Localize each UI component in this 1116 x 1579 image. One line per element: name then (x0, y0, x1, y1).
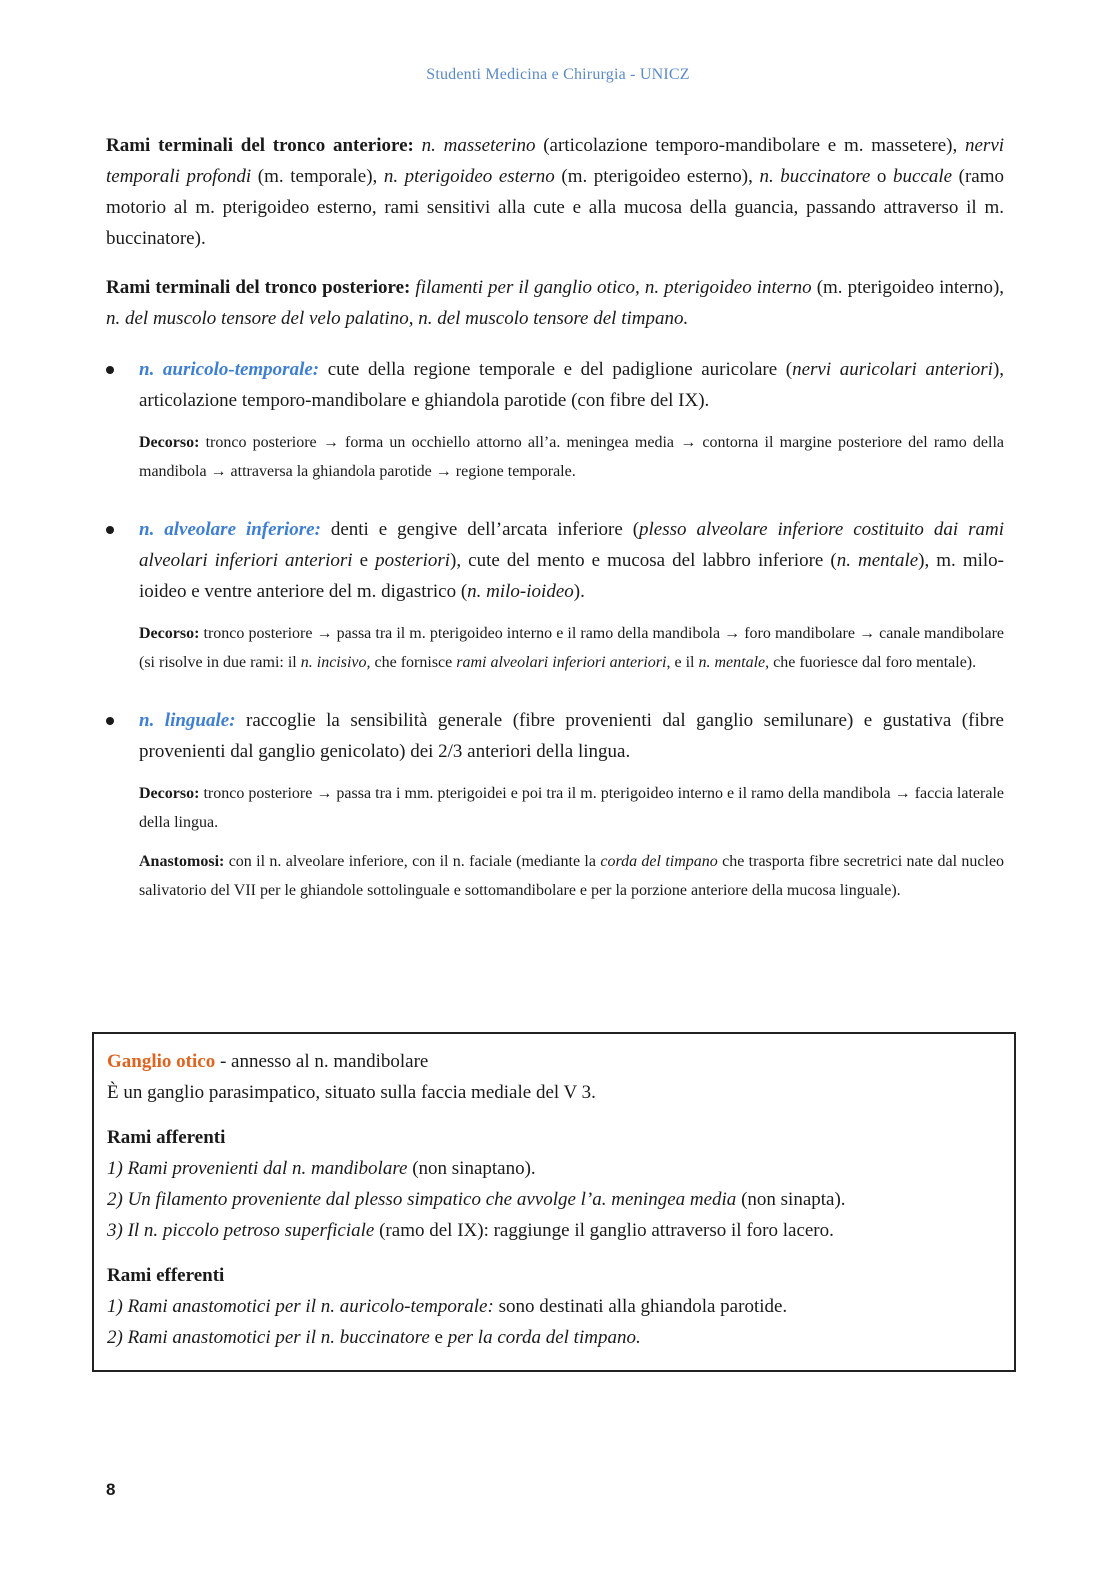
box-intro: È un ganglio parasimpatico, situato sulla faccia mediale del V 3. (107, 1082, 596, 1103)
efferent-heading: Rami efferenti (107, 1265, 225, 1286)
text: (ramo motorio al m. pterigoideo esterno, rami sensitivi alla cute e alla mucosa della guancia, passando attraverso il m. buccinatore). (106, 166, 1004, 249)
term: n. masseterino (421, 135, 536, 156)
text: sono destinati alla ghiandola parotide. (498, 1296, 788, 1317)
course-label: Decorso: (139, 625, 200, 642)
bullet-dot-icon (106, 526, 114, 534)
text: (articolazione temporo-mandibolare e m. massetere), (543, 135, 958, 156)
anastomosis-label: Anastomosi: (139, 853, 225, 870)
box-subtitle: - annesso al n. mandibolare (219, 1051, 429, 1072)
ganglio-otico-box (92, 1032, 1016, 1372)
term: n. buccinatore (759, 166, 871, 187)
bullet-dot-icon (106, 717, 114, 725)
bullet-body (139, 514, 1004, 607)
term: n. del muscolo tensore del velo palatino, n. del muscolo tensore del timpano. (106, 308, 689, 329)
text: con il n. alveolare inferiore, con il n. faciale (mediante la (228, 853, 596, 870)
nerve-name: n. auricolo-temporale: (139, 359, 320, 380)
course-label: Decorso: (139, 434, 200, 451)
paragraph-anterior-trunk (106, 130, 1004, 254)
text: raccoglie la sensibilità generale (fibre provenienti dal ganglio semilunare) e gustativa (fibre provenienti dal ganglio genicolato) dei 2/3 anteriori della lingua. (139, 710, 1004, 762)
term: nervi auricolari anteriori (792, 359, 993, 380)
text: ), cute del mento e mucosa del labbro inferiore ( (450, 550, 837, 571)
text: e (434, 1327, 443, 1348)
efferent-item (107, 1322, 1000, 1353)
text: denti e gengive dell’arcata inferiore ( (330, 519, 640, 540)
bullet-dot-icon (106, 366, 114, 374)
text: (m. pterigoideo interno), (816, 277, 1005, 298)
term: plesso alveolare inferiore costituito dai rami alveolari inferiori anteriori (139, 519, 1004, 571)
term: 2) Rami anastomotici per il n. buccinatore (107, 1327, 430, 1348)
term: nervi temporali profondi (106, 135, 1005, 187)
text: (non sinaptano). (412, 1158, 536, 1179)
text: (non sinapta). (741, 1189, 846, 1210)
term: 3) Il n. piccolo petroso superficiale (107, 1220, 375, 1241)
term: 1) Rami provenienti dal n. mandibolare (107, 1158, 408, 1179)
course-label: Decorso: (139, 785, 200, 802)
box-title-line (107, 1046, 1000, 1077)
box-title: Ganglio otico (107, 1051, 216, 1072)
anastomosis-note (139, 847, 1004, 905)
term: corda del timpano (600, 853, 718, 870)
term: n. milo-ioideo (467, 581, 574, 602)
bullet-alveolare-inferiore (106, 514, 1004, 677)
bullet-body (139, 705, 1004, 767)
text: che fornisce (374, 654, 453, 671)
bullet-body (139, 354, 1004, 416)
text: o (876, 166, 887, 187)
text: tronco posteriore → passa tra i mm. pterigoidei e poi tra il m. pterigoideo interno e il ramo della mandibola → faccia laterale della lingua. (139, 785, 1005, 831)
text: ), m. milo-ioideo e ventre anteriore del m. digastrico ( (139, 550, 1005, 602)
bullet-auricolo-temporale (106, 354, 1004, 486)
afferent-item (107, 1153, 1000, 1184)
course-note (139, 619, 1004, 677)
text: e (359, 550, 369, 571)
bullet-linguale (106, 705, 1004, 905)
text: che trasporta fibre secretrici nate dal nucleo salivatorio del VII per le ghiandole sottolinguale e sottomandibolare e per la porzione anteriore della mucosa linguale). (139, 853, 1005, 899)
afferent-item (107, 1184, 1000, 1215)
course-note (139, 428, 1004, 486)
text: (m. pterigoideo esterno), (561, 166, 753, 187)
term: n. mentale (698, 654, 766, 671)
term: n. incisivo, (300, 654, 371, 671)
nerve-name: n. alveolare inferiore: (139, 519, 321, 540)
term: per la corda del timpano. (447, 1327, 641, 1348)
main-content (106, 130, 1004, 905)
efferent-item (107, 1291, 1000, 1322)
course-note (139, 779, 1004, 837)
text: (m. temporale), (257, 166, 378, 187)
paragraph-posterior-trunk (106, 272, 1004, 334)
paragraph-lead: Rami terminali del tronco posteriore: (106, 277, 411, 298)
text: cute della regione temporale e del padiglione auricolare ( (327, 359, 793, 380)
text: ), articolazione temporo-mandibolare e ghiandola parotide (con fibre del IX). (139, 359, 1005, 411)
text: tronco posteriore → passa tra il m. pterigoideo interno e il ramo della mandibola → foro mandibolare → canale mandibolare (si risolve in due rami: il (139, 625, 1004, 671)
afferent-heading: Rami afferenti (107, 1127, 226, 1148)
running-header: Studenti Medicina e Chirurgia - UNICZ (426, 66, 690, 83)
term: 1) Rami anastomotici per il n. auricolo-temporale: (107, 1296, 494, 1317)
term: 2) Un filamento proveniente dal plesso simpatico che avvolge l’a. meningea media (107, 1189, 737, 1210)
term: rami alveolari inferiori anteriori (456, 654, 667, 671)
term: filamenti per il ganglio otico, n. pterigoideo interno (415, 277, 812, 298)
text: (ramo del IX): raggiunge il ganglio attraverso il foro lacero. (379, 1220, 834, 1241)
text: , e il (666, 654, 695, 671)
nerve-name: n. linguale: (139, 710, 236, 731)
term: buccale (892, 166, 953, 187)
term: n. mentale (836, 550, 919, 571)
text: ). (573, 581, 585, 602)
term: posteriori (375, 550, 451, 571)
term: n. pterigoideo esterno (383, 166, 555, 187)
text: tronco posteriore → forma un occhiello attorno all’a. meningea media → contorna il margine posteriore del ramo della mandibola → attraversa la ghiandola parotide → regione temporale. (139, 434, 1005, 480)
afferent-item (107, 1215, 1000, 1246)
paragraph-lead: Rami terminali del tronco anteriore: (106, 135, 414, 156)
text: , che fuoriesce dal foro mentale). (765, 654, 977, 671)
page-number: 8 (106, 1480, 116, 1499)
